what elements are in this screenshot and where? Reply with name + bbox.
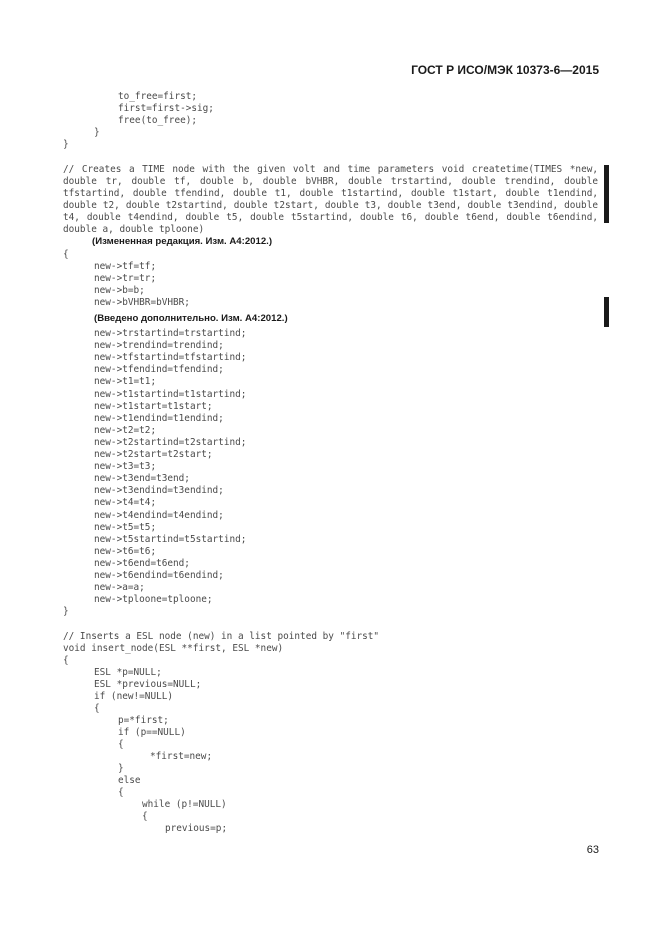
code-line: { (94, 703, 100, 714)
code-line: new->t6=t6; (94, 545, 157, 557)
change-marker-bar (604, 165, 609, 223)
code-line: new->t3=t3; (94, 461, 157, 473)
code-comment-paragraph: // Creates a TIME node with the given volt and time parameters void createtime(TIMES *new, double tr, double tf, double b, double bVHBR, double trstartind, double trendind, double tfstartind, double tfendind, double t1, double t1startind, double t1start, double t1endind, double t2, double t2startind, double t2start, double t3, double t3end, double t3endind, double t4, double t4endind, double t5, double t5startind, double t6, double t6end, double t6endind, double a, double tploone) (63, 164, 598, 235)
code-line: new->t1startind=t1startind; (94, 388, 247, 400)
change-marker-bar (604, 297, 609, 327)
code-line: new->t1endind=t1endind; (94, 412, 224, 424)
code-line: new->t2start=t2start; (94, 449, 213, 460)
code-line: free(to_free); (118, 115, 198, 126)
code-line: new->trendind=trendind; (94, 340, 224, 352)
code-line: new->t3endind=t3endind; (94, 485, 224, 497)
code-line: else (118, 775, 141, 786)
code-line: previous=p; (165, 823, 228, 834)
code-line: new->t6endind=t6endind; (94, 570, 224, 581)
code-line: { (63, 655, 69, 666)
code-line: new->t5=t5; (94, 521, 157, 533)
code-line: } (63, 139, 69, 150)
code-line: new->tf=tf; (94, 261, 157, 272)
page-number: 63 (586, 844, 599, 856)
code-line: new->tfendind=tfendind; (94, 364, 224, 376)
code-line: *first=new; (150, 751, 213, 762)
code-line: { (63, 249, 69, 260)
code-line: new->t4endind=t4endind; (94, 509, 224, 521)
document-header: ГОСТ Р ИСО/МЭК 10373-6—2015 (411, 63, 599, 77)
code-line: { (118, 739, 124, 750)
code-line: // Inserts a ESL node (new) in a list pointed by "first" (63, 631, 380, 642)
code-line: while (p!=NULL) (142, 799, 227, 810)
code-line: { (118, 787, 124, 798)
code-line: first=first->sig; (118, 103, 214, 114)
code-line: new->a=a; (94, 582, 145, 594)
code-line: new->t1=t1; (94, 376, 157, 388)
code-line: new->tploone=tploone; (94, 594, 213, 606)
amendment-note: (Введено дополнительно. Изм. А4:2012.) (94, 313, 288, 324)
code-line: ESL *p=NULL; (94, 667, 162, 678)
code-line: p=*first; (118, 715, 169, 726)
code-line: new->t6end=t6end; (94, 557, 190, 569)
code-line: } (94, 127, 100, 138)
code-line: new->tr=tr; (94, 273, 157, 284)
code-line: new->bVHBR=bVHBR; (94, 297, 190, 308)
code-line: { (142, 811, 148, 822)
code-line: void insert_node(ESL **first, ESL *new) (63, 643, 284, 654)
code-line: new->t3end=t3end; (94, 473, 190, 485)
amendment-note: (Измененная редакция. Изм. А4:2012.) (92, 236, 273, 247)
code-line: } (118, 763, 124, 774)
code-line: new->tfstartind=tfstartind; (94, 352, 247, 364)
code-line: new->b=b; (94, 285, 145, 296)
code-line: if (new!=NULL) (94, 691, 174, 702)
code-line: } (63, 606, 69, 618)
code-line: ESL *previous=NULL; (94, 679, 202, 690)
code-line: new->t2startind=t2startind; (94, 436, 247, 448)
code-line: if (p==NULL) (118, 727, 186, 738)
code-line: new->trstartind=trstartind; (94, 328, 247, 339)
code-line: new->t5startind=t5startind; (94, 533, 247, 545)
code-line: new->t4=t4; (94, 497, 157, 509)
code-line: new->t1start=t1start; (94, 400, 213, 412)
code-line: new->t2=t2; (94, 424, 157, 436)
code-line: to_free=first; (118, 91, 198, 102)
